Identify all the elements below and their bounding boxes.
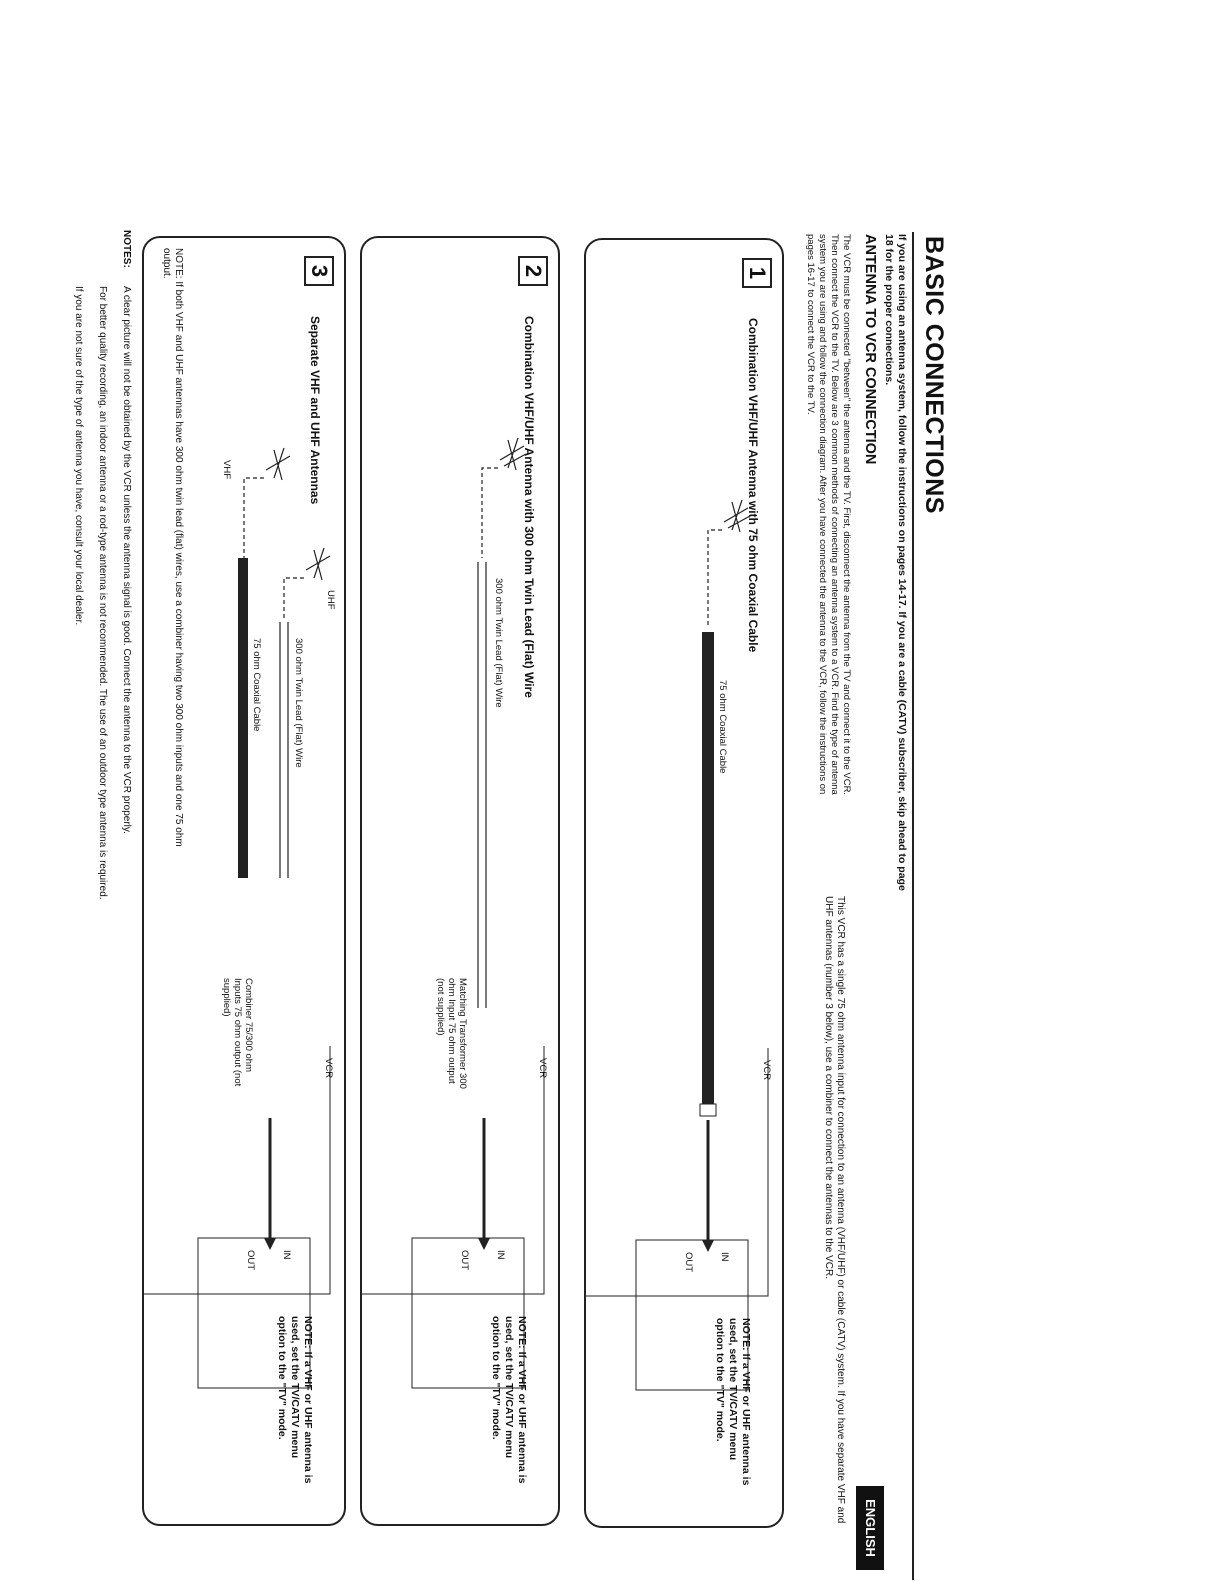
section-side-text: This VCR has a single 75 ohm antenna input for connection to an antenna (VHF/UHF) or cable (CATV) system. If you have separate VHF and UHF antennas (number 3 below), use a combiner to connect the antennas to the VCR.	[823, 896, 846, 1524]
uhf-antenna-icon	[306, 548, 330, 580]
twin-lead-wire	[478, 562, 486, 1008]
panel-1-title: Combination VHF/UHF Antenna with 75 ohm Coaxial Cable	[746, 318, 760, 653]
panel-2-cable-label: 300 ohm Twin Lead (Flat) Wire	[493, 578, 504, 708]
panel-1-diagram	[586, 240, 782, 1526]
notes-item-1: A clear picture will not be obtained by the VCR unless the antenna signal is good. Connect the antenna to the VCR properly.	[121, 286, 132, 834]
step-number-3: 3	[304, 256, 334, 286]
panel-2-note: NOTE: If a VHF or UHF antenna is used, set the TV/CATV menu option to the "TV" mode.	[490, 1316, 528, 1484]
panel-3-vcr-label: VCR	[323, 1058, 334, 1079]
panel-1-note: NOTE: If a VHF or UHF antenna is used, set the TV/CATV menu option to the "TV" mode.	[714, 1318, 752, 1486]
step-number-2: 2	[518, 256, 548, 286]
panel-1	[584, 238, 784, 1528]
vhf-antenna-icon	[266, 448, 290, 480]
panel-3-cable-label-2: 75 ohm Coaxial Cable	[251, 638, 262, 732]
section-heading: ANTENNA TO VCR CONNECTION	[862, 234, 878, 465]
language-tab: ENGLISH	[856, 1486, 884, 1570]
title-rule	[912, 232, 914, 1580]
antenna-icon	[724, 500, 750, 532]
panel-2	[360, 236, 560, 1526]
panel-3-combiner-label: Combiner 75/300 ohm Inputs 75 ohm output (not supplied)	[221, 978, 254, 1087]
page-title: BASIC CONNECTIONS	[920, 236, 948, 514]
panel-3-footnote: NOTE: If both VHF and UHF antennas have 300 ohm twin lead (flat) wires, use a combiner having two 300 ohm inputs and one 75 ohm output.	[161, 248, 184, 847]
panel-2-out-label: OUT	[459, 1250, 470, 1271]
panel-2-in-label: IN	[495, 1250, 506, 1260]
panel-1-out-label: OUT	[683, 1252, 694, 1273]
panel-3-in-label: IN	[281, 1250, 292, 1260]
panel-3-title: Separate VHF and UHF Antennas	[308, 316, 322, 505]
panel-1-in-label: IN	[719, 1252, 730, 1262]
notes-item-3: If you are not sure of the type of antenna you have, consult your local dealer.	[73, 286, 84, 626]
notes-label: NOTES:	[121, 230, 132, 268]
panel-2-title: Combination VHF/UHF Antenna with 300 ohm Twin Lead (Flat) Wire	[522, 316, 536, 698]
panel-3-out-label: OUT	[245, 1250, 256, 1271]
coax-cable	[702, 632, 714, 1104]
step-number-1: 1	[742, 258, 772, 288]
section-description: The VCR must be connected "between" the antenna and the TV. First, disconnect the antenna from the TV and connect it to the VCR. Then connect the VCR to the TV. Below are 3 common methods of connecting an antenna system to a VCR. Find the type of antenna system you are using and follow the connection diagram. After you have connected the antenna to the VCR, follow the instructions on pages 16-17 to connect the VCR to the TV.	[805, 234, 852, 796]
notes-item-2: For better quality recording, an indoor antenna or a rod-type antenna is not recommended. The use of an outdoor type antenna is required.	[97, 286, 108, 900]
panel-1-vcr-label: VCR	[761, 1060, 772, 1081]
panel-3-uhf-label: UHF	[325, 590, 336, 610]
panel-2-transformer-label: Matching Transformer 300 ohm Input 75 ohm output (not supplied)	[435, 978, 468, 1089]
panel-2-vcr-label: VCR	[537, 1058, 548, 1079]
intro-text: If you are using an antenna system, follow the instructions on pages 14-17. If you are a cable (CATV) subscriber, skip ahead to page 18 for the proper connections.	[883, 234, 908, 891]
panel-1-cable-label: 75 ohm Coaxial Cable	[717, 680, 728, 774]
antenna-icon	[500, 438, 526, 470]
panel-3-vhf-label: VHF	[221, 460, 232, 479]
panel-3	[142, 236, 346, 1526]
panel-2-diagram	[362, 238, 558, 1524]
panel-3-note: NOTE: If a VHF or UHF antenna is used, set the TV/CATV menu option to the "TV" mode.	[276, 1316, 314, 1484]
panel-3-cable-label-1: 300 ohm Twin Lead (Flat) Wire	[293, 638, 304, 768]
